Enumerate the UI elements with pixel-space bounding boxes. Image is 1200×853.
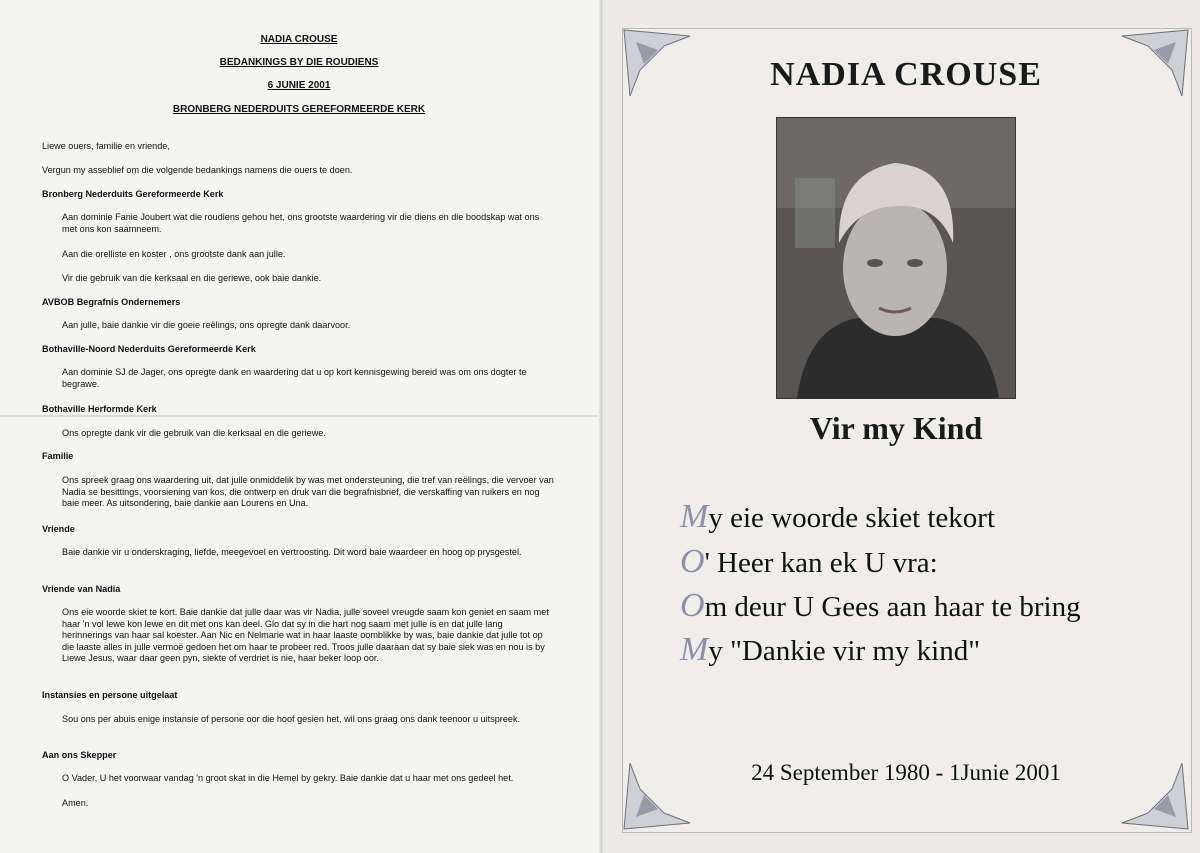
decorative-initial: M	[680, 498, 709, 535]
paragraph: Baie dankie vir u onderskraging, liefde, meegevoel en vertroosting. Dit word baie waardeer en hoog op prysgestel.	[62, 547, 522, 557]
paragraph: Aan dominie Fanie Joubert wat die roudiens gehou het, ons grootste waardering vir die diens en die boodskap wat ons met ons kon saamneem.	[62, 212, 540, 234]
section-heading: Instansies en persone uitgelaat	[42, 690, 178, 700]
intro: Vergun my asseblief om die volgende bedankings namens die ouers te doen.	[42, 165, 353, 175]
poem-line-text: y eie woorde skiet tekort	[708, 502, 996, 534]
paper-crease	[0, 415, 598, 417]
poem-line-text: ' Heer kan ek U vra:	[704, 547, 938, 579]
paragraph: O Vader, U het voorwaar vandag 'n groot skat in die Hemel by gekry. Baie dankie dat u haar met ons gedeel het.	[62, 773, 514, 783]
deceased-name: NADIA CROUSE	[770, 56, 1042, 93]
header-subtitle: BEDANKINGS BY DIE ROUDIENS	[219, 57, 379, 68]
header-church: BRONBERG NEDERDUITS GEREFORMEERDE KERK	[172, 104, 426, 115]
section-heading: Vriende van Nadia	[42, 584, 121, 594]
decorative-initial: O	[680, 543, 705, 580]
section-heading: Familie	[42, 451, 74, 461]
life-dates: 24 September 1980 - 1Junie 2001	[751, 760, 1061, 785]
decorative-initial: O	[680, 587, 705, 624]
portrait-photo	[776, 117, 1016, 399]
paragraph: Ons spreek graag ons waardering uit, dat julle onmiddelik by was met ondersteuning, die tref van reëlings, die vervoer van Nadia se besittings, voorsiening van kos, die ontwerp en druk van die begrafnisbrief, die verskaffing van ruikers en nog baie meer. As uitsondering, baie dankie aan Lourens en Una.	[62, 475, 554, 509]
paragraph: Ons eie woorde skiet te kort. Baie dankie dat julle daar was vir Nadia, julle soveel vreugde saam kon geniet en saam met haar 'n vol lewe kon lewe en dit met ons kan deel. Glo dat sy in die hart nog saam met julle is en dat julle lang herinnerings van haar sal koester. Aan Nic en Nelmarie wat in haar laaste oomblikke by was, baie dankie dat julle tot op die laaste alles in julle vermoë gedoen het om haar te probeer red. Troos julle daaraan dat sy baie siek was en nou is by Liewe Jesus, waar daar geen pyn, siekte of verdriet is nie, haar beker loop oor.	[62, 607, 549, 664]
closing-amen: Amen.	[62, 798, 89, 808]
portrait-image	[777, 118, 1015, 398]
decorative-initial: M	[680, 631, 709, 668]
header-date: 6 JUNIE 2001	[267, 80, 331, 91]
poem-heading: Vir my Kind	[809, 410, 983, 446]
paragraph: Vir die gebruik van die kerksaal en die geriewe, ook baie dankie.	[62, 273, 322, 283]
section-heading: Aan ons Skepper	[42, 750, 117, 760]
section-heading: Bronberg Nederduits Gereformeerde Kerk	[42, 189, 224, 199]
poem-line-text: m deur U Gees aan haar te bring	[704, 591, 1081, 623]
poem-line-text: y "Dankie vir my kind"	[708, 635, 981, 667]
section-heading: Bothaville-Noord Nederduits Gereformeerde Kerk	[42, 344, 256, 354]
poem-line	[680, 498, 995, 536]
section-heading: Vriende	[42, 524, 75, 534]
section-heading: Bothaville Herformde Kerk	[42, 404, 157, 414]
greeting: Liewe ouers, familie en vriende,	[42, 141, 170, 151]
poem-line	[680, 587, 1081, 625]
section-heading: AVBOB Begrafnis Ondernemers	[42, 297, 181, 307]
paragraph: Sou ons per abuis enige instansie of persone oor die hoof gesien het, wil ons graag ons dank teenoor u uitspreek.	[62, 714, 521, 724]
poem-line	[680, 631, 980, 669]
paragraph: Ons opregte dank vir die gebruik van die kerksaal en die geriewe.	[62, 428, 326, 438]
paragraph: Aan dominie SJ de Jager, ons opregte dank en waardering dat u op kort kennisgewing bereid was om ons dogter te begrawe.	[62, 367, 527, 389]
paragraph: Aan julle, baie dankie vir die goeie reëlings, ons opregte dank daarvoor.	[62, 320, 351, 330]
paragraph: Aan die orelliste en koster , ons grootste dank aan julle.	[62, 249, 286, 259]
header-name: NADIA CROUSE	[260, 34, 338, 45]
poem-line	[680, 543, 938, 581]
